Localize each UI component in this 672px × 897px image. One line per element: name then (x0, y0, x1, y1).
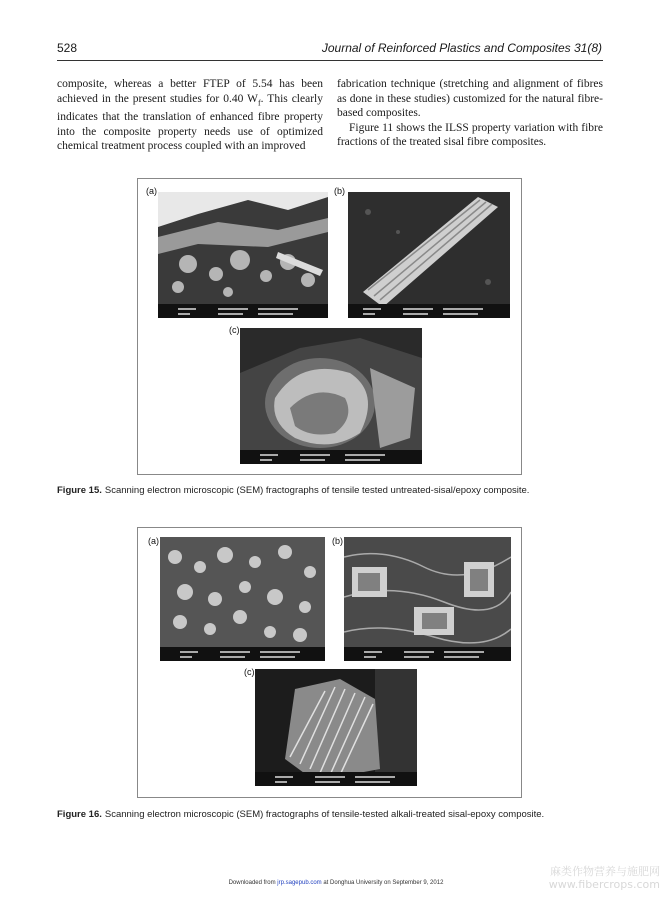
watermark-line-2: www.fibercrops.com (548, 878, 660, 891)
figure-15-label-b: (b) (334, 186, 345, 196)
body-column-left (57, 77, 323, 154)
footer-suffix: at Donghua University on September 9, 2012 (323, 880, 444, 886)
figure-16-label-a: (a) (148, 536, 159, 546)
figure-16a-sem-image (160, 537, 325, 661)
figure-15c-sem-image (240, 328, 422, 464)
figure-16-label-b: (b) (332, 536, 343, 546)
header-rule (57, 60, 603, 61)
figure-16-label-c: (c) (244, 667, 255, 677)
figure-15-label-c: (c) (229, 325, 240, 335)
figure-16-caption-text: Scanning electron microscopic (SEM) fractographs of tensile-tested alkali-treated sisal-epoxy composite. (104, 809, 545, 820)
body-paragraph-left: composite, whereas a better FTEP of 5.54 has been achieved in the present studies for 0.40 $W_f$. This clearly indicates that the translation of enhanced fibre property into the composite property needs use of optimized chemical treatment process coupled with an improved (57, 78, 323, 153)
figure-16-caption-label: Figure 16. (57, 809, 102, 820)
watermark-line-1: 麻类作物营养与施肥网 (550, 865, 660, 878)
body-paragraph-right-2: Figure 11 shows the ILSS property variation with fibre fractions of the treated sisal fibre composites. (337, 121, 603, 148)
figure-15-caption (57, 485, 617, 496)
figure-15-label-a: (a) (146, 186, 157, 196)
footer-prefix: Downloaded from (228, 880, 276, 886)
page-number: 528 (57, 41, 78, 55)
figure-16-caption (57, 809, 617, 820)
figure-15b-sem-image (348, 192, 510, 318)
body-paragraph-right-1: fabrication technique (stretching and alignment of fibres as done in these studies) customized for the natural fibre-based composites. (337, 78, 603, 119)
figure-16c-sem-image (255, 669, 417, 786)
body-column-right (337, 77, 603, 150)
figure-16b-sem-image (344, 537, 511, 661)
figure-15a-sem-image (158, 192, 328, 318)
figure-15-caption-text: Scanning electron microscopic (SEM) fractographs of tensile tested untreated-sisal/epoxy composite. (104, 485, 530, 496)
figure-15-caption-label: Figure 15. (57, 485, 102, 496)
journal-running-head: Journal of Reinforced Plastics and Composites 31(8) (321, 41, 602, 55)
footer-link[interactable]: jrp.sagepub.com (277, 880, 322, 886)
